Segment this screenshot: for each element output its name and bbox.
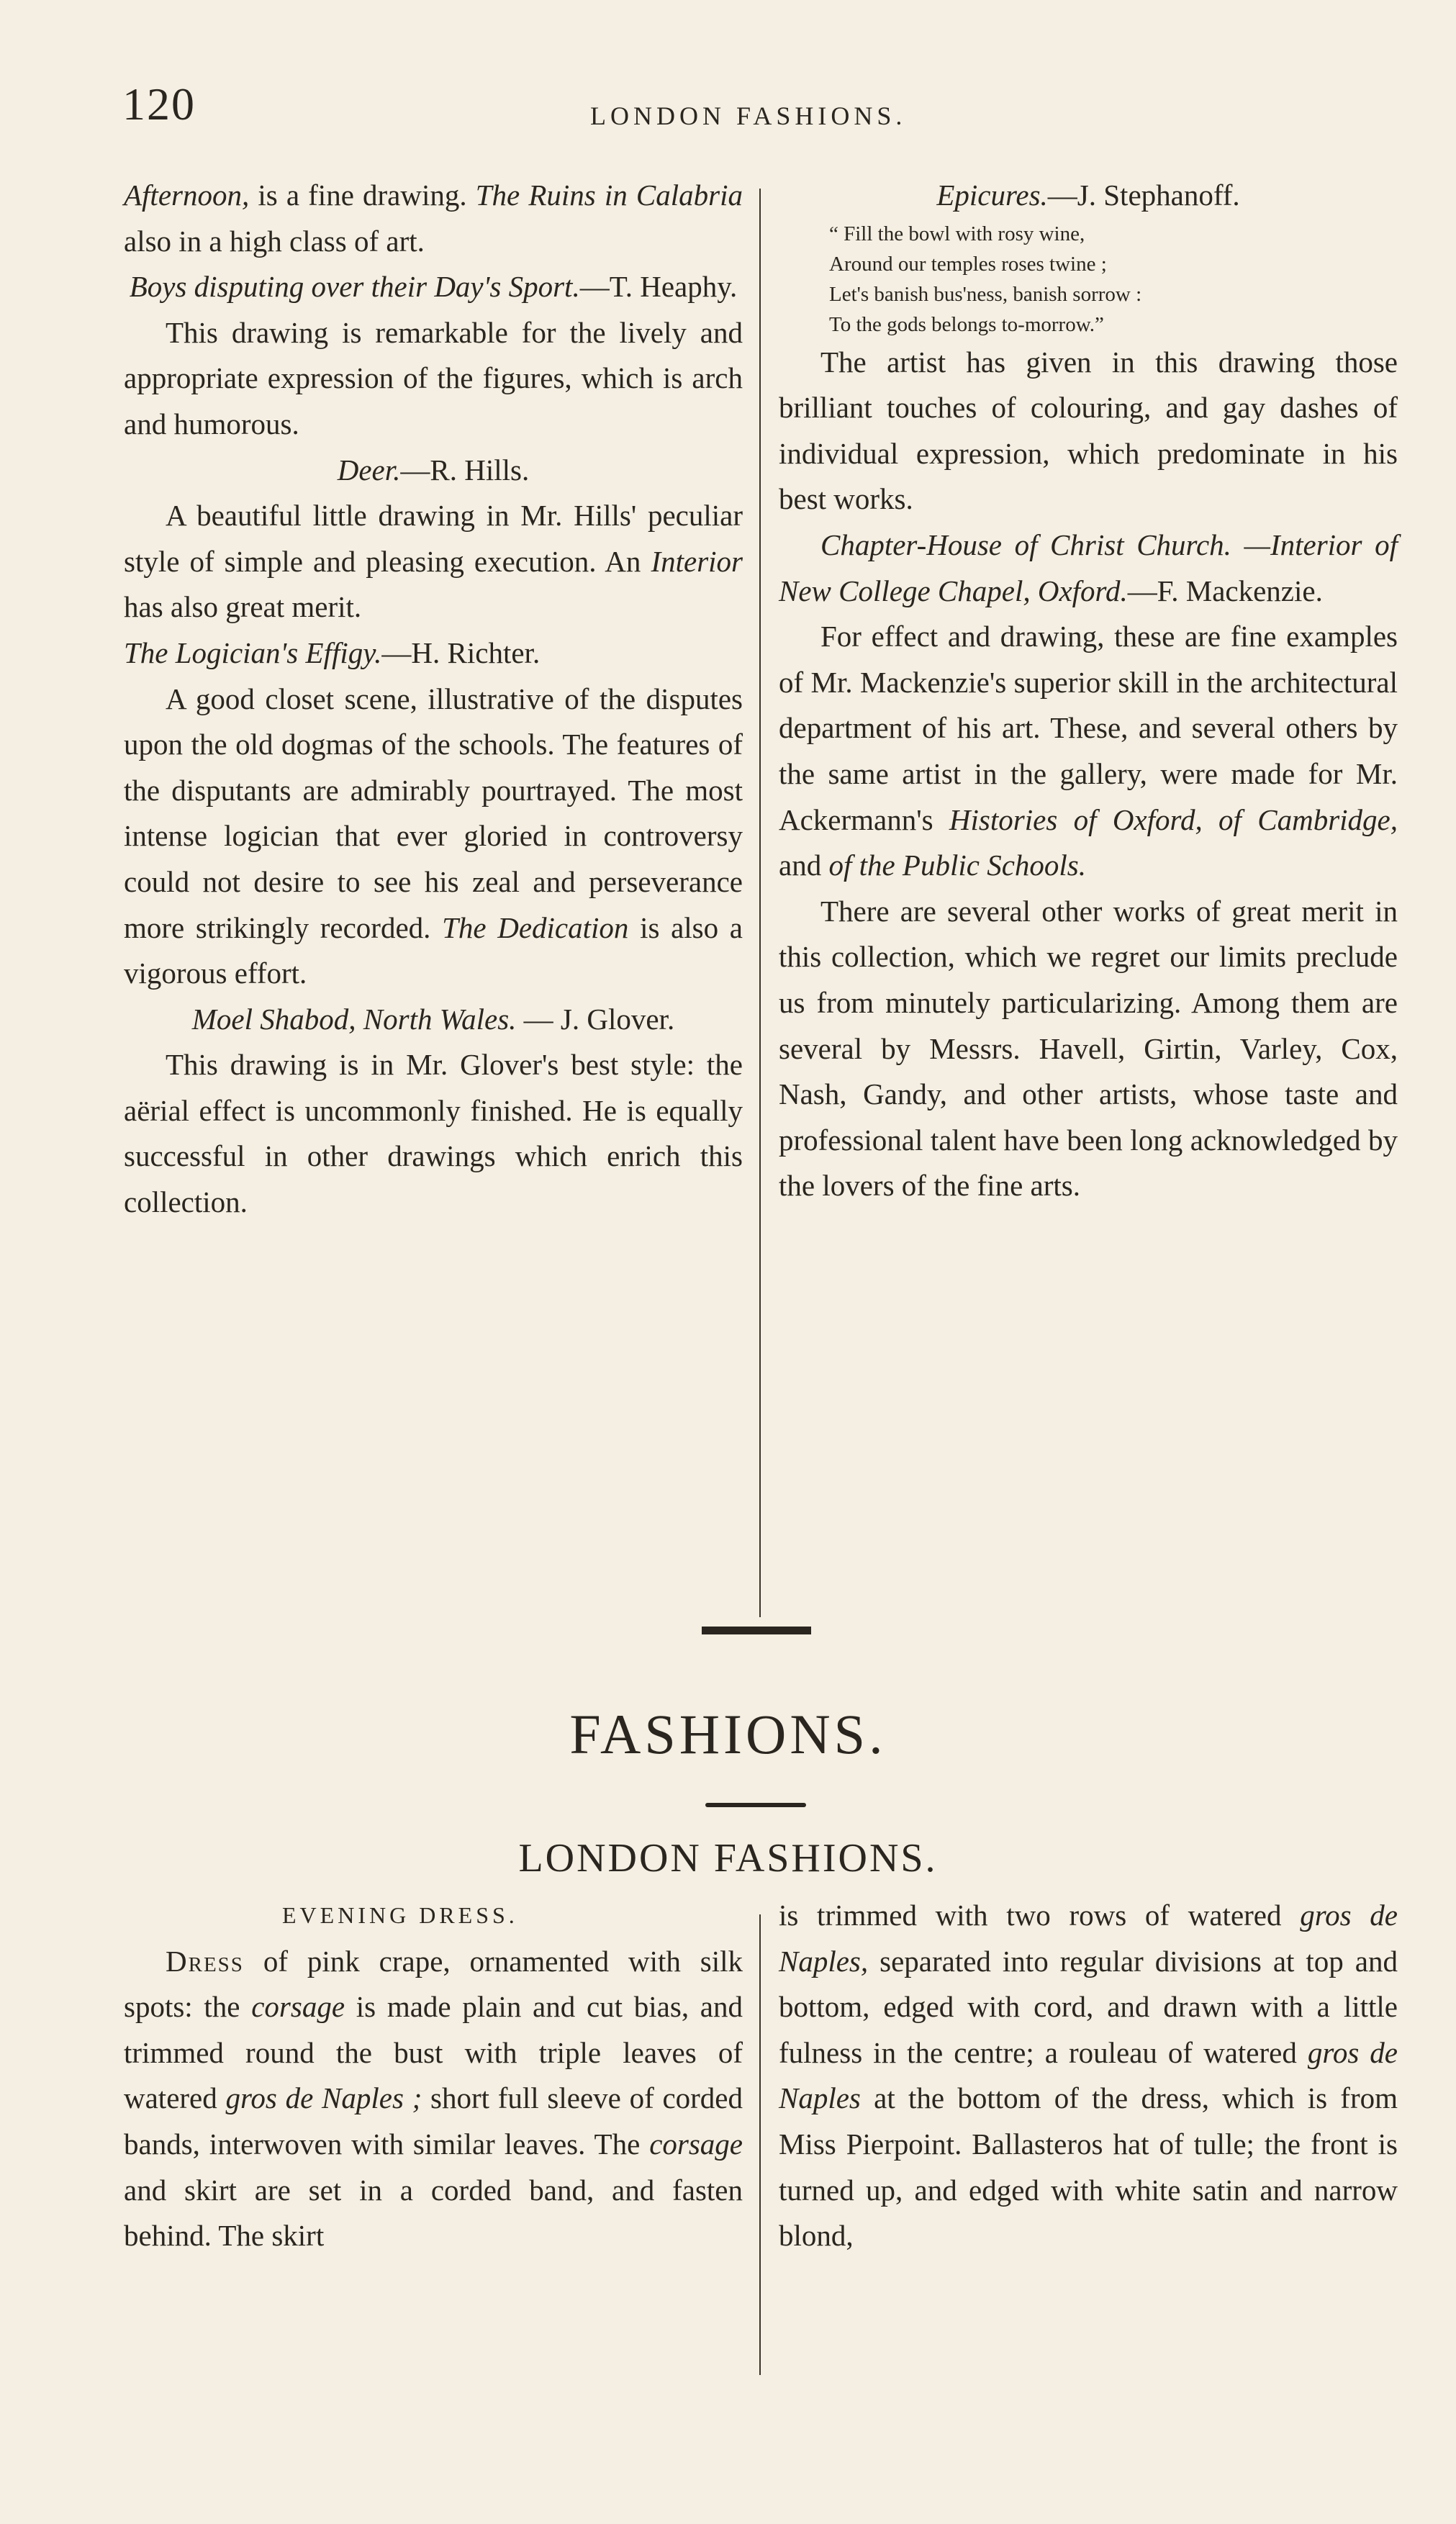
left-column-top [124, 173, 743, 1226]
text: separated into regular divisions at top and bottom, edged with cord, and drawn with a little fulness in the centre; a rouleau of watered [779, 1944, 1398, 2069]
text: —T. Heaphy. [579, 270, 738, 304]
paragraph [124, 493, 743, 630]
artwork-heading [124, 448, 743, 494]
paragraph: There are several other works of great merit in this collection, which we regret our limits preclude us from minutely particularizing. Among them are several by Messrs. Havell, Girtin, Varley, Cox, Nash, Gandy, and other artists, whose taste and professional talent have been long acknowledged by the lovers of the fine arts. [779, 894, 1398, 1203]
poem-line: “ Fill the bowl with rosy wine, [829, 222, 1085, 245]
italic-text: Chapter-House of Christ Church. —Interior of New College Chapel, Oxford. [779, 528, 1398, 607]
text: —R. Hills. [400, 453, 530, 487]
text: has also great merit. [124, 590, 362, 624]
italic-text: Boys disputing over their Day's Sport. [129, 270, 580, 304]
paragraph [124, 1939, 743, 2259]
paragraph [124, 173, 743, 264]
text: is made plain and cut bias, and trimmed round the bust with triple leaves of watered [124, 1990, 743, 2115]
artwork-heading [124, 997, 743, 1043]
sub-title: LONDON FASHIONS. [518, 1836, 938, 1881]
italic-text: The Dedication [442, 910, 629, 944]
italic-text: gros de Naples [779, 2035, 1398, 2115]
section-divider [702, 1627, 811, 1634]
poem-line: To the gods belongs to-morrow.” [829, 312, 1104, 336]
paragraph [124, 677, 743, 997]
right-column-top [779, 173, 1398, 1209]
text: is a fine drawing. [249, 178, 476, 212]
text: —F. Mackenzie. [1127, 574, 1323, 607]
text: —H. Richter. [381, 635, 541, 669]
artwork-heading [779, 523, 1398, 614]
artwork-heading [124, 264, 743, 310]
text: short full sleeve of corded bands, interwoven with similar leaves. The [124, 2081, 743, 2161]
column-divider-bottom [759, 1914, 761, 2375]
text: A beautiful little drawing in Mr. Hills' peculiar style of simple and pleasing execution. An [124, 499, 743, 578]
poem-line: Let's banish bus'ness, banish sorrow : [829, 282, 1142, 306]
italic-text: Moel Shabod, North Wales. [191, 1002, 517, 1036]
running-head: LONDON FASHIONS. [590, 101, 907, 130]
text: and [779, 849, 829, 882]
poem-line: Around our temples roses twine ; [829, 252, 1107, 276]
paragraph: The artist has given in this drawing those brilliant touches of colouring, and gay dashes of individual expression, which predominate in his best works. [779, 345, 1398, 516]
text: also in a high class of art. [124, 224, 425, 258]
italic-text: Afternoon, [124, 178, 250, 212]
text: of pink crape, ornamented with silk spots: the [124, 1944, 743, 2024]
artwork-heading [124, 630, 743, 677]
italic-text: Histories of Oxford, of Cambridge, [949, 802, 1398, 836]
column-divider-top [759, 189, 761, 1617]
text: A good closet scene, illustrative of the disputes upon the old dogmas of the schools. The features of the disputants are admirably pourtrayed. The most intense logician that ever gloried in controversy could not desire to see his zeal and perseverance more strikingly recorded. [124, 682, 743, 944]
left-column-bottom [124, 1893, 743, 2259]
text: is trimmed with two rows of watered [779, 1899, 1301, 1932]
artwork-heading [779, 173, 1398, 219]
italic-text: The Logician's Effigy. [124, 635, 382, 669]
page-number: 120 [122, 78, 196, 130]
text: — J. Glover. [516, 1002, 675, 1036]
italic-text: gros de Naples, [779, 1899, 1398, 1978]
text: is also a vigorous effort. [124, 910, 743, 990]
italic-text: Deer. [337, 453, 401, 487]
paragraph [779, 614, 1398, 889]
text: at the bottom of the dress, which is from Miss Pierpoint. Ballasteros hat of tulle; the front is turned up, and edged with white satin and narrow blond, [779, 2081, 1398, 2253]
paragraph: This drawing is in Mr. Glover's best style: the aërial effect is uncommonly finished. He is equally successful in other drawings which enrich this collection. [124, 1048, 743, 1219]
text: —J. Stephanoff. [1047, 178, 1240, 212]
section-title: FASHIONS. [569, 1703, 887, 1765]
italic-text: Interior [651, 544, 743, 578]
lead-word: Dress [166, 1944, 244, 1978]
text: For effect and drawing, these are fine examples of Mr. Mackenzie's superior skill in the architectural department of his art. These, and several others by the same artist in the gallery, were made for Mr. Ackermann's [779, 620, 1398, 836]
italic-text: corsage [251, 1990, 345, 2024]
italic-text: of the Public Schools. [828, 849, 1087, 882]
dress-heading: EVENING DRESS. [282, 1902, 518, 1928]
paragraph: This drawing is remarkable for the lively and appropriate expression of the figures, which is arch and humorous. [124, 315, 743, 440]
paragraph [779, 1893, 1398, 2259]
italic-text: corsage [649, 2127, 743, 2161]
ornamental-rule [705, 1803, 806, 1807]
text: and skirt are set in a corded band, and fasten behind. The skirt [124, 2173, 743, 2253]
italic-text: Epicures. [936, 178, 1048, 212]
italic-text: gros de Naples ; [225, 2081, 422, 2115]
italic-text: The Ruins in Calabria [475, 178, 743, 212]
right-column-bottom [779, 1893, 1398, 2259]
